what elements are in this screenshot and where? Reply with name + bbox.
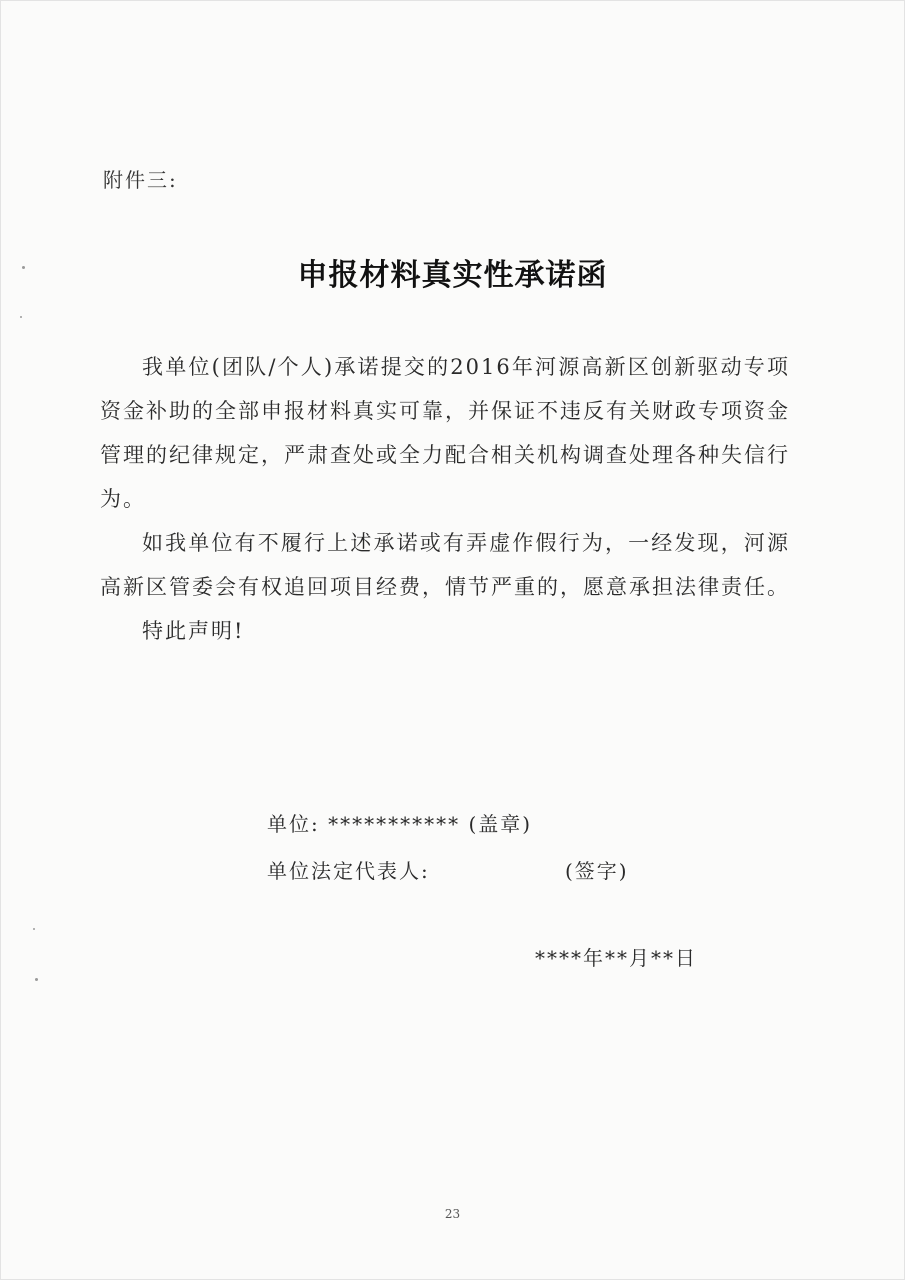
- document-title: 申报材料真实性承诺函: [297, 258, 608, 293]
- signature-representative-label: 单位法定代表人:: [267, 859, 430, 883]
- scan-speck: [33, 928, 35, 930]
- attachment-label: 附件三:: [103, 168, 178, 192]
- page-number: 23: [444, 1207, 461, 1221]
- paragraph-declaration: 特此声明!: [142, 619, 245, 643]
- document-body: [100, 345, 790, 653]
- signature-date: ****年**月**日: [535, 946, 697, 970]
- paragraph-liability: 如我单位有不履行上述承诺或有弄虚作假行为，一经发现，河源高新区管委会有权追回项目经费，情节严重的，愿意承担法律责任。: [100, 531, 790, 599]
- scan-speck: [20, 316, 22, 318]
- signature-unit-line: 单位: *********** (盖章): [267, 812, 533, 836]
- scan-speck: [35, 978, 38, 981]
- signature-sign-placeholder: (签字): [565, 859, 629, 883]
- paragraph-commitment: 我单位(团队/个人)承诺提交的2016年河源高新区创新驱动专项资金补助的全部申报材料真实可靠，并保证不违反有关财政专项资金管理的纪律规定，严肃查处或全力配合相关机构调查处理各种失信行为。: [100, 355, 790, 511]
